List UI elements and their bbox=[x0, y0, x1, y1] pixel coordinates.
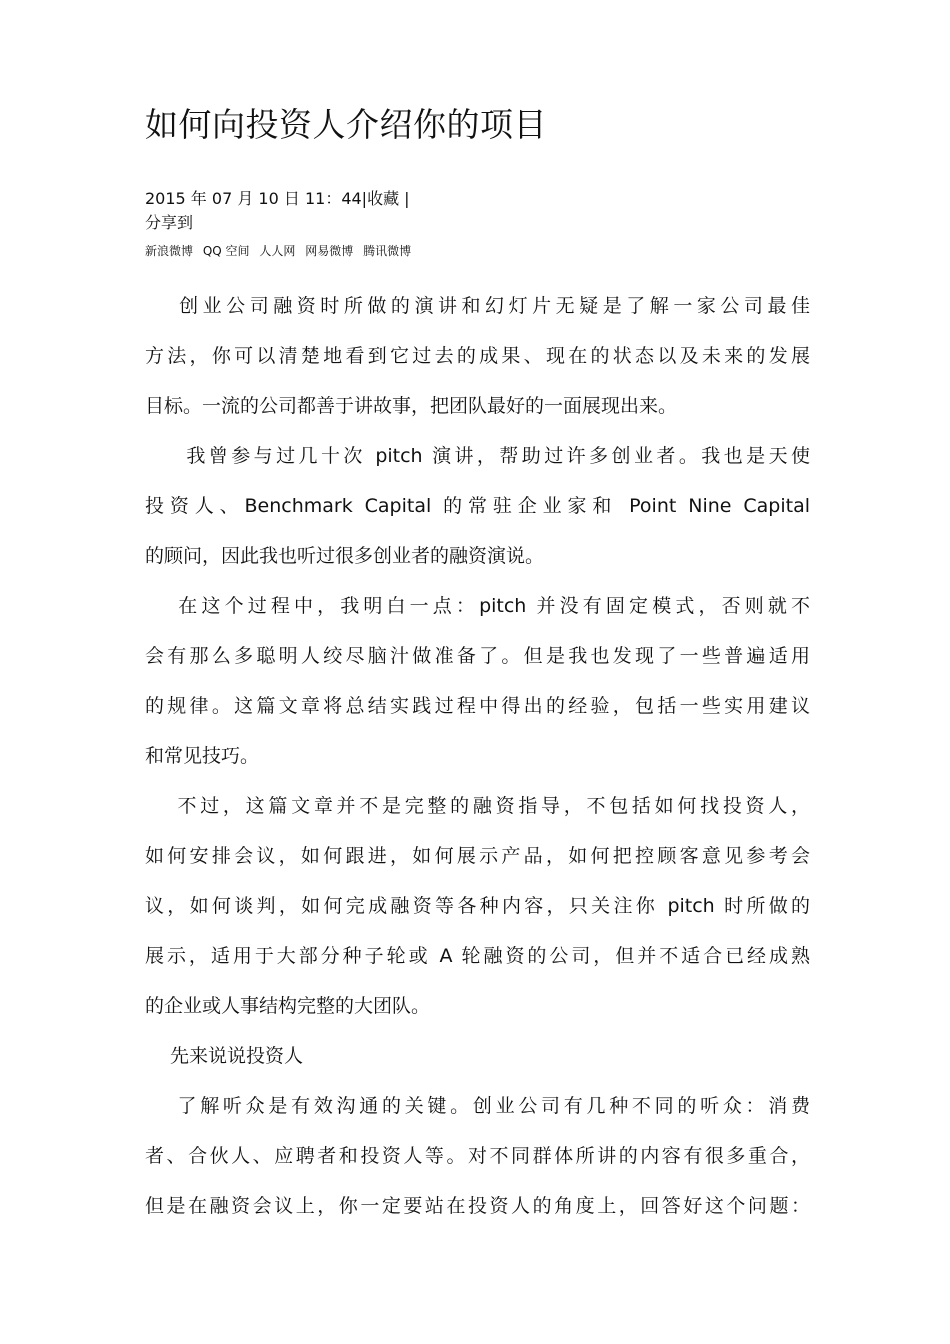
paragraph-know-audience bbox=[145, 1081, 810, 1231]
section-heading-investors bbox=[145, 1031, 810, 1081]
body-line: 但是在融资会议上，你一定要站在投资人的角度上，回答好这个问题： bbox=[145, 1195, 810, 1217]
body-line: 在这个过程中，我明白一点：pitch 并没有固定模式，否则就不 bbox=[145, 595, 810, 617]
paragraph-author-background bbox=[145, 431, 810, 581]
body-line: 会有那么多聪明人绞尽脑汁做准备了。但是我也发现了一些普遍适用 bbox=[145, 645, 810, 667]
body-line: 先来说说投资人 bbox=[145, 1045, 304, 1067]
body-line: 方法，你可以清楚地看到它过去的成果、现在的状态以及未来的发展 bbox=[145, 345, 810, 367]
share-link-qq-zone[interactable]: QQ 空间 bbox=[202, 244, 250, 258]
share-link-renren[interactable]: 人人网 bbox=[259, 244, 296, 258]
paragraph-scope bbox=[145, 781, 810, 1031]
body-line: 者、合伙人、应聘者和投资人等。对不同群体所讲的内容有很多重合， bbox=[145, 1145, 810, 1167]
body-line: 不过，这篇文章并不是完整的融资指导，不包括如何找投资人， bbox=[145, 795, 810, 817]
article-body bbox=[145, 281, 810, 1231]
publish-date-line: 2015 年 07 月 10 日 11：44|收藏 | bbox=[145, 189, 410, 208]
body-line: 投资人、Benchmark Capital 的常驻企业家和 Point Nine Capital bbox=[145, 495, 810, 517]
share-link-netease-weibo[interactable]: 网易微博 bbox=[305, 244, 354, 258]
body-line: 目标。一流的公司都善于讲故事，把团队最好的一面展现出来。 bbox=[145, 395, 678, 417]
body-line: 的顾问，因此我也听过很多创业者的融资演说。 bbox=[145, 545, 545, 567]
paragraph-intro bbox=[145, 281, 810, 431]
body-line: 我曾参与过几十次 pitch 演讲，帮助过许多创业者。我也是天使 bbox=[145, 445, 810, 467]
share-links bbox=[145, 242, 810, 260]
body-line: 了解听众是有效沟通的关键。创业公司有几种不同的听众：消费 bbox=[145, 1095, 810, 1117]
body-line: 的规律。这篇文章将总结实践过程中得出的经验，包括一些实用建议 bbox=[145, 695, 810, 717]
body-line: 和常见技巧。 bbox=[145, 745, 260, 767]
body-line: 议，如何谈判，如何完成融资等各种内容，只关注你 pitch 时所做的 bbox=[145, 895, 810, 917]
paragraph-no-fixed-pattern bbox=[145, 581, 810, 781]
body-line: 展示，适用于大部分种子轮或 A 轮融资的公司，但并不适合已经成熟 bbox=[145, 945, 810, 967]
body-line: 的企业或人事结构完整的大团队。 bbox=[145, 995, 431, 1017]
share-link-sina-weibo[interactable]: 新浪微博 bbox=[145, 244, 194, 258]
share-label: 分享到 bbox=[145, 213, 194, 232]
body-line: 创业公司融资时所做的演讲和幻灯片无疑是了解一家公司最佳 bbox=[145, 295, 810, 317]
share-link-tencent-weibo[interactable]: 腾讯微博 bbox=[363, 244, 412, 258]
article-title: 如何向投资人介绍你的项目 bbox=[145, 105, 547, 144]
body-line: 如何安排会议，如何跟进，如何展示产品，如何把控顾客意见参考会 bbox=[145, 845, 810, 867]
article-meta bbox=[145, 187, 810, 235]
